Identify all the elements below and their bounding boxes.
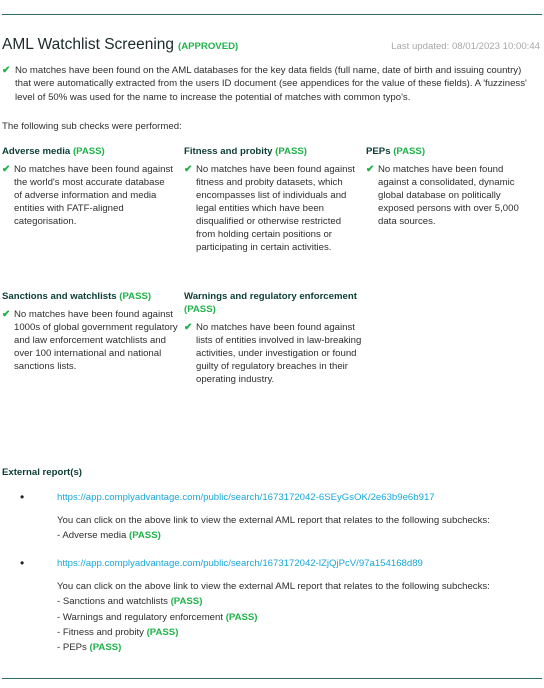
subcheck-title: Adverse media (PASS): [2, 146, 105, 157]
subcheck-title: PEPs (PASS): [366, 146, 426, 157]
pass-badge: (PASS): [89, 642, 122, 654]
subchecks-intro: The following sub checks were performed:: [2, 121, 182, 132]
external-reports-heading: External report(s): [2, 467, 82, 478]
report-subcheck-item: - Sanctions and watchlists (PASS): [57, 596, 203, 608]
status-badge: (APPROVED): [178, 41, 239, 52]
subcheck-title: Fitness and probity (PASS): [184, 146, 307, 157]
report-subcheck-item: - Fitness and probity (PASS): [57, 627, 179, 639]
pass-badge: (PASS): [119, 291, 152, 302]
last-updated-text: Last updated: 08/01/2023 10:00:44: [391, 41, 540, 52]
subcheck-warnings-enforcement: [184, 291, 364, 386]
report-subcheck-item: - PEPs (PASS): [57, 642, 122, 654]
pass-badge: (PASS): [393, 146, 426, 157]
pass-badge: (PASS): [184, 303, 216, 315]
subcheck-fitness-probity: [184, 146, 356, 254]
report-note: You can click on the above link to view the external AML report that relates to the following subchecks:: [57, 515, 490, 526]
pass-badge: (PASS): [225, 611, 258, 623]
report-header: [2, 34, 540, 56]
subcheck-adverse-media: [2, 146, 174, 228]
top-divider: [2, 14, 542, 15]
subcheck-description: No matches have been found against lists of entities involved in law-breaking activities, under investigation or found guilty of regulatory breaches in their operating industry.: [196, 321, 362, 386]
check-icon: ✔: [2, 163, 11, 175]
check-icon: ✔: [2, 65, 11, 76]
pass-badge: (PASS): [129, 530, 161, 542]
subcheck-description: No matches have been found against a consolidated, dynamic global database on politically exposed persons with over 5,000 data sources.: [378, 163, 519, 228]
pass-badge: (PASS): [170, 596, 203, 608]
subcheck-peps: [366, 146, 532, 228]
check-icon: ✔: [184, 163, 193, 175]
subcheck-sanctions-watchlists: [2, 291, 180, 373]
subcheck-title: Sanctions and watchlists (PASS): [2, 291, 152, 302]
check-icon: ✔: [2, 308, 11, 320]
summary-section: [2, 64, 532, 104]
bullet-icon: •: [20, 556, 25, 570]
page-title: AML Watchlist Screening: [2, 36, 174, 53]
subcheck-description: No matches have been found against 1000s of global government regulatory and law enforcement watchlists and over 100 international and national sanctions lists.: [14, 308, 178, 373]
external-report-link[interactable]: https://app.complyadvantage.com/public/search/1673172042-lZjQjPcV/97a154168d89: [57, 558, 423, 569]
pass-badge: (PASS): [275, 146, 307, 157]
report-subcheck-item: - Adverse media (PASS): [57, 530, 161, 542]
bottom-divider: [2, 678, 542, 679]
report-note: You can click on the above link to view the external AML report that relates to the following subchecks:: [57, 581, 490, 592]
check-icon: ✔: [366, 163, 375, 175]
report-subcheck-item: - Warnings and regulatory enforcement (PASS): [57, 611, 258, 623]
check-icon: ✔: [184, 321, 193, 333]
subcheck-title: Warnings and regulatory enforcement (PASS): [184, 291, 357, 315]
subcheck-description: No matches have been found against the world's most accurate database of adverse information and media entities with FATF-aligned categorisation.: [14, 163, 173, 228]
pass-badge: (PASS): [72, 146, 105, 157]
bullet-icon: •: [20, 490, 25, 504]
external-report-link[interactable]: https://app.complyadvantage.com/public/search/1673172042-6SEyGsOK/2e63b9e6b917: [57, 492, 435, 503]
subcheck-description: No matches have been found against fitness and probity datasets, which encompasses list of individuals and legal entities which have been disqualified or otherwise restricted from holding certain positions or participating in certain activities.: [196, 163, 355, 254]
pass-badge: (PASS): [146, 627, 179, 639]
summary-text: No matches have been found on the AML databases for the key data fields (full name, date of birth and issuing country) that were automatically extracted from the users ID document (see appendices for the value of these fields). A 'fuzziness' level of 50% was used for the name to increase the potential of matches with common typo's.: [15, 65, 527, 103]
